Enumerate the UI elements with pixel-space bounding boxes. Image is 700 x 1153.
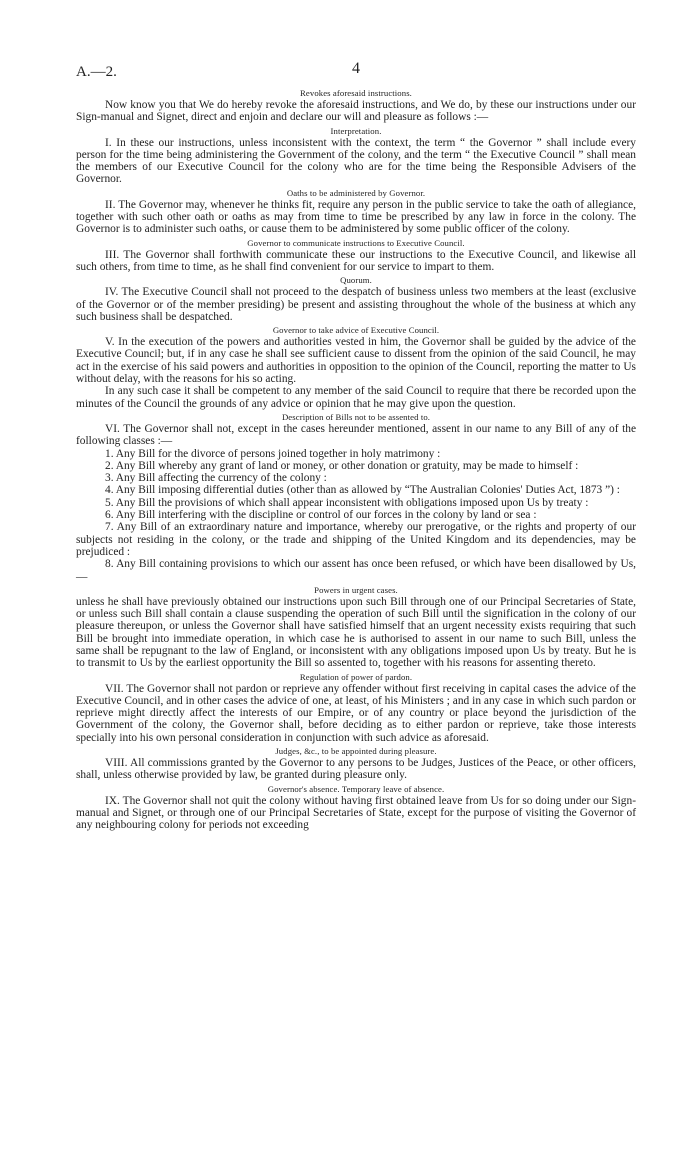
marginal-caption: Regulation of power of pardon.: [299, 671, 413, 682]
paragraph: VII. The Governor shall not pardon or reprieve any offender without first receiving in capital cases the advice of the Executive Council, and in other cases the advice of one, at least, of his Ministers ; and in any case in which such pardon or reprieve might directly affect the interests of our Empire, or of any country or place beyond the jurisdiction of the Government of the colony, the Governor shall, before deciding as to either pardon or reprieve, take those interests specially into his own personal consideration in conjunction with such advice as aforesaid.: [76, 682, 636, 744]
marginal-caption: Judges, &c., to be appointed during pleasure.: [275, 746, 437, 757]
paragraph: unless he shall have previously obtained our instructions upon such Bill through one of our Principal Secretaries of State, or unless such Bill shall contain a clause suspending the operation of such Bill until the signification in the colony of our pleasure thereupon, or unless the Governor shall have satisfied himself that an urgent necessity exists requiring that such Bill be brought into immediate operation, in which case he is authorised to assent in our name to such Bill, unless the same shall be repugnant to the law of England, or inconsistent with any obligations imposed upon Us by treaty. But he is to transmit to Us by the earliest opportunity the Bill so assented to, together with his reasons for assenting thereto.: [76, 595, 636, 670]
paragraph: III. The Governor shall forthwith communicate these our instructions to the Executive Council, and likewise all such others, from time to time, as he shall find convenient for our service to impart to them.: [76, 248, 636, 273]
paragraph: IV. The Executive Council shall not proceed to the despatch of business unless two members at the least (exclusive of the Governor or of the member presiding) be present and assisting throughout the whole of the business at which any such business shall be despatched.: [76, 286, 636, 323]
paragraph: Now know you that We do hereby revoke the aforesaid instructions, and We do, by these our instructions under our Sign-manual and Signet, direct and enjoin and declare our will and pleasure as follows :—: [76, 99, 636, 124]
paragraph: VIII. All commissions granted by the Governor to any persons to be Judges, Justices of the Peace, or other officers, shall, unless otherwise provided by law, be granted during pleasure only.: [76, 757, 636, 782]
paragraph: 5. Any Bill the provisions of which shall appear inconsistent with obligations imposed upon Us by treaty :: [105, 496, 589, 509]
marginal-caption: Revokes aforesaid instructions.: [300, 88, 412, 98]
paragraph: 2. Any Bill whereby any grant of land or money, or other donation or gratuity, may be made to himself :: [105, 459, 579, 472]
paragraph: 7. Any Bill of an extraordinary nature and importance, whereby our prerogative, or the rights and property of our subjects not residing in the colony, or the trade and shipping of the United Kingdom and its dependencies, may be prejudiced :: [76, 521, 636, 558]
paragraph: IX. The Governor shall not quit the colony without having first obtained leave from Us for so doing under our Sign-manual and Signet, or through one of our Principal Secretaries of State, except for the purpose of visiting the Governor of any neighbouring colony for periods not exceeding: [76, 794, 636, 832]
document-body: [76, 87, 636, 832]
marginal-caption: Governor to communicate instructions to Executive Council.: [247, 237, 465, 248]
paragraph: In any such case it shall be competent to any member of the said Council to require that there be recorded upon the minutes of the Council the grounds of any advice or opinion that he may give upon the question.: [76, 385, 636, 410]
marginal-caption: Description of Bills not to be assented to.: [281, 411, 431, 422]
paragraph: II. The Governor may, whenever he thinks fit, require any person in the public service to take the oath of allegiance, together with such other oath or oaths as may from time to time be prescribed by any law in force in the colony. The Governor is to administer such oaths, or cause them to be administered by some public officer of the colony.: [76, 198, 636, 236]
paragraph: 4. Any Bill imposing differential duties (other than as allowed by “The Australian Colonies' Duties Act, 1873 ”) :: [105, 484, 620, 497]
page-number: 4: [352, 60, 360, 77]
paragraph: 6. Any Bill interfering with the discipline or control of our forces in the colony by land or sea :: [105, 509, 537, 522]
paragraph: 1. Any Bill for the divorce of persons joined together in holy matrimony :: [105, 447, 441, 460]
paragraph: 8. Any Bill containing provisions to which our assent has once been refused, or which have been disallowed by Us,—: [76, 558, 636, 583]
document-reference: A.—2.: [76, 64, 117, 80]
marginal-caption: Oaths to be administered by Governor.: [286, 187, 426, 198]
marginal-caption: Powers in urgent cases.: [314, 584, 398, 595]
marginal-caption: Interpretation.: [330, 125, 382, 136]
marginal-caption: Governor's absence. Temporary leave of absence.: [267, 783, 445, 794]
paragraph: 3. Any Bill affecting the currency of the colony :: [105, 472, 327, 485]
paragraph: V. In the execution of the powers and authorities vested in him, the Governor shall be guided by the advice of the Executive Council; but, if in any case he shall see sufficient cause to dissent from the opinion of the said Council, he may act in the exercise of his said powers and authorities in opposition to the opinion of the Council, reporting the matter to Us without delay, with the reasons for his so acting.: [76, 336, 636, 386]
page-header: [76, 60, 636, 86]
marginal-caption: Governor to take advice of Executive Council.: [272, 325, 440, 336]
paragraph: VI. The Governor shall not, except in the cases hereunder mentioned, assent in our name to any Bill of any of the following classes :—: [76, 422, 636, 448]
paragraph: I. In these our instructions, unless inconsistent with the context, the term “ the Governor ” shall include every person for the time being administering the Government of the colony, and the term “ the Executive Council ” shall mean the members of our Executive Council for the colony who are for the time being the Responsible Advisers of the Governor.: [76, 136, 636, 186]
marginal-caption: Quorum.: [340, 275, 372, 286]
